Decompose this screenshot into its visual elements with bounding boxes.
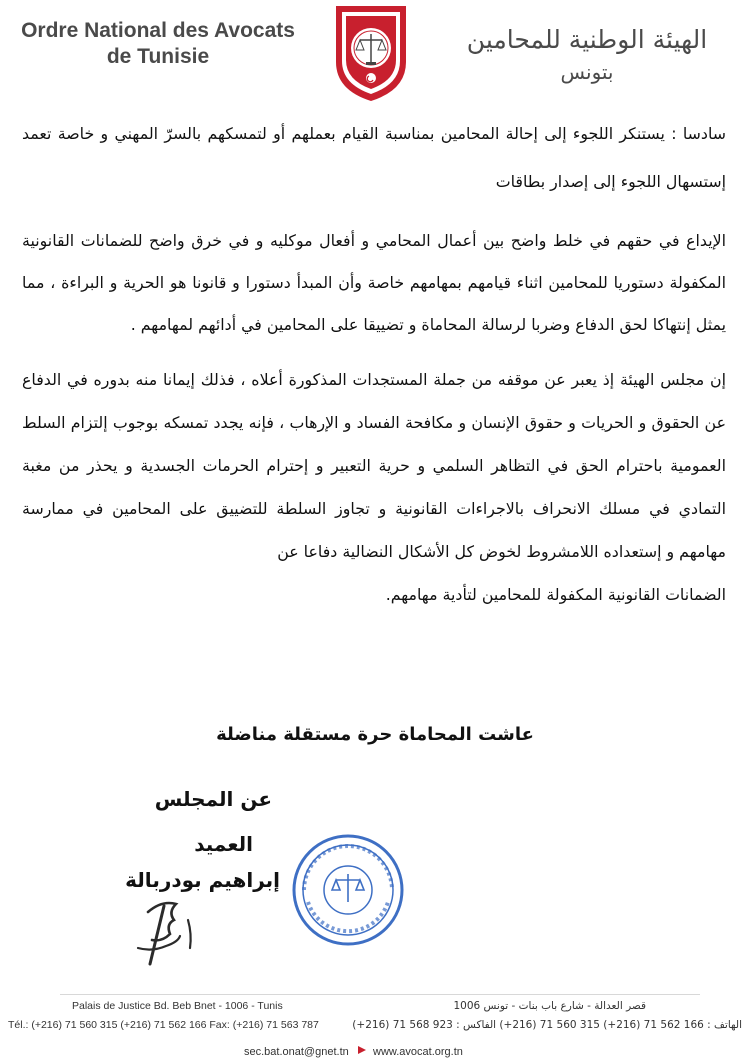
footer-email-link[interactable]: sec.bat.onat@gnet.tn [244, 1046, 349, 1058]
header-french-line2: de Tunisie [106, 45, 210, 68]
footer-address-arabic: قصر العدالة - شارع باب بنات - تونس 1006 [453, 1000, 646, 1012]
slogan: عاشت المحاماة حرة مستقلة مناضلة [216, 724, 534, 745]
header-french-line1: Ordre National des Avocats [21, 19, 295, 42]
footer-divider [60, 994, 700, 995]
signature-council: عن المجلس [154, 787, 272, 811]
paragraph-closing: الضمانات القانونية المكفولة للمحامين لتأدية مهامهم. [385, 585, 726, 604]
letter-body [22, 110, 726, 616]
official-seal-stamp [288, 830, 408, 950]
header-arabic [442, 22, 732, 90]
footer-address-french: Palais de Justice Bd. Beb Bnet - 1006 - Tunis [72, 1000, 283, 1012]
footer-website-link[interactable]: www.avocat.org.tn [373, 1046, 463, 1058]
header-french [18, 18, 298, 70]
header-arabic-line1: الهيئة الوطنية للمحامين [466, 25, 708, 54]
footer-phones-french: Tél.: (+216) 71 560 315 (+216) 71 562 166 Fax: (+216) 71 563 787 [8, 1019, 319, 1031]
bar-association-logo [330, 0, 412, 104]
paragraph-detention-warrants: الإيداع في حقهم في خلط واضح بين أعمال المحامي و أفعال موكليه و في خرق واضح للضمانات القانونية المكفولة دستوريا للمحامين اثناء قيامهم بمهامهم خاصة وأن المبدأ دستورا و قانونا هو الحرية و البراءة ، مما يمثل إنتهاكا لحق الدفاع وضربا لرسالة المحاماة و تضييقا على المحامين في أدائهم لمهامهم . [22, 231, 726, 334]
arrow-separator-icon [356, 1044, 368, 1056]
paragraph-council-position: إن مجلس الهيئة إذ يعبر عن موقفه من جملة المستجدات المذكورة أعلاه ، فذلك إيمانا منه بدوره في الدفاع عن الحقوق و الحريات و حقوق الإنسان و مكافحة الفساد و الإرهاب ، فإنه يجدد تمسكه بوجوب إلتزام السلط العمومية باحترام الحق في التظاهر السلمي و حرية التعبير و إحترام الحرمات الجسدية و يحذر من مغبة التمادي في مسلك الانحراف بالاجراءات القانونية و تجاوز السلطة للتضييق على المحامين في ممارسة مهامهم و إستعداده اللامشروط لخوض كل الأشكال النضالية دفاعا عن [22, 370, 726, 561]
paragraph-sixth-point: سادسا : يستنكر اللجوء إلى إحالة المحامين بمناسبة القيام بعملهم أو لتمسكهم بالسرّ المهني و خاصة تعمد إستسهال اللجوء إلى إصدار بطاقات [22, 124, 726, 191]
signature-title: العميد [194, 832, 253, 856]
header-arabic-line2: بتونس [560, 60, 614, 84]
signature-name: إبراهيم بودربالة [125, 868, 280, 892]
footer-phones-arabic: الهاتف : 166 562 71 (216+) 315 560 71 (216+) الفاكس : 923 568 71 (216+) [352, 1019, 742, 1031]
handwritten-signature [118, 890, 238, 970]
